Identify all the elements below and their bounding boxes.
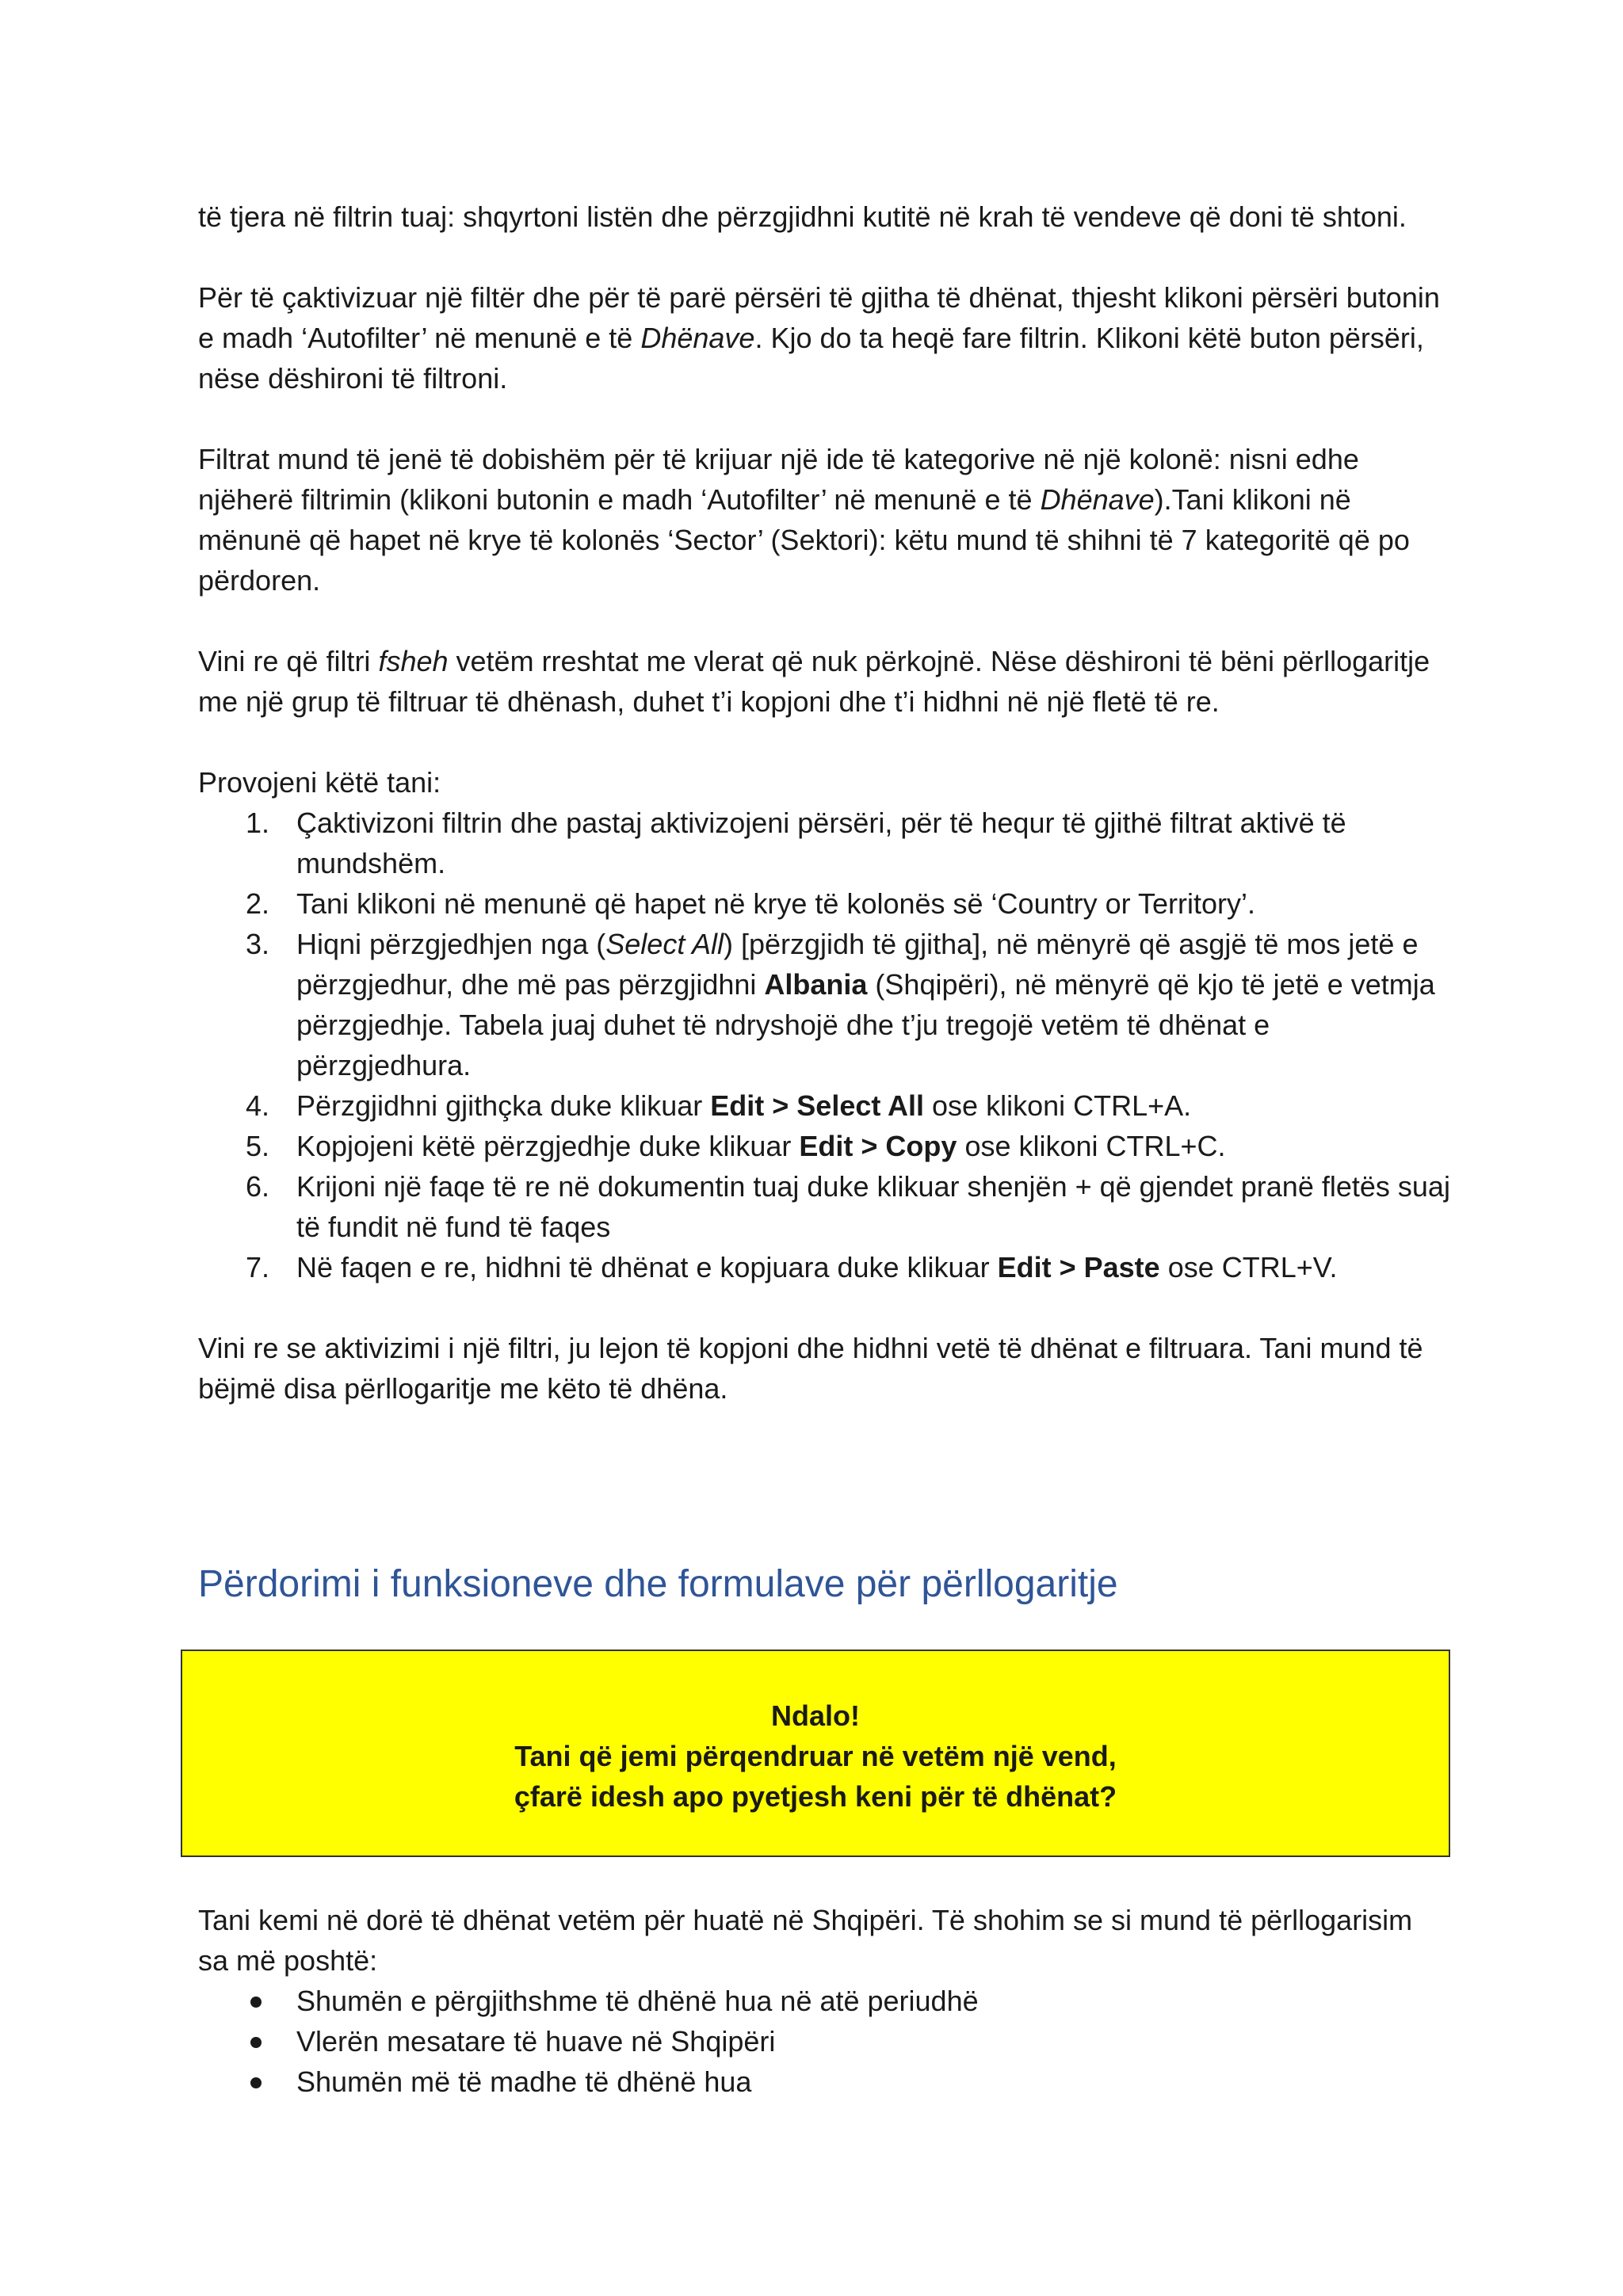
paragraph-filter-categories: Filtrat mund të jenë të dobishëm për të krijuar një ide të kategorive në një kolonë: nisni edhe njëherë filtrimin (klikoni butonin e madh ‘Autofilter’ në menunë e të Dhënave).Tani klikoni në mënunë që hapet në krye të kolonës ‘Sector’ (Sektori): këtu mund të shihni të 7 kategoritë që po përdoren.: [198, 443, 1410, 597]
callout-title: Ndalo!: [771, 1699, 860, 1732]
paragraph-filter-add: të tjera në filtrin tuaj: shqyrtoni listën dhe përzgjidhni kutitë në krah të vendeve që doni të shtoni.: [198, 200, 1407, 233]
list-item: Shumën e përgjithshme të dhënë hua në atë periudhë: [198, 1981, 1450, 2021]
paragraph-filter-copy-note: Vini re se aktivizimi i një filtri, ju lejon të kopjoni dhe hidhni vetë të dhënat e filtruara. Tani mund të bëjmë disa përllogaritje me këto të dhëna.: [198, 1332, 1423, 1405]
paragraph-deactivate-filter: Për të çaktivizuar një filtër dhe për të parë përsëri të gjitha të dhënat, thjesht klikoni përsëri butonin e madh ‘Autofilter’ në menunë e të Dhënave. Kjo do ta heqë fare filtrin. Klikoni këtë buton përsëri, nëse dëshironi të filtroni.: [198, 281, 1440, 395]
section-heading: Përdorimi i funksioneve dhe formulave për përllogaritje: [198, 1563, 1118, 1605]
calculations-section: [198, 1900, 1450, 2102]
callout-line: Tani që jemi përqendruar në vetëm një vend,: [514, 1740, 1117, 1772]
list-item: 2. Tani klikoni në menunë që hapet në krye të kolonës së ‘Country or Territory’.: [246, 887, 1255, 920]
steps-list: [198, 803, 1450, 1287]
bullet-icon: [250, 1997, 262, 2008]
list-item: 4. Përzgjidhni gjithçka duke klikuar Edit > Select All ose klikoni CTRL+A.: [246, 1089, 1192, 1122]
paragraph-calculations-intro: Tani kemi në dorë të dhënat vetëm për huatë në Shqipëri. Të shohim se si mund të përllogarisim sa më poshtë:: [198, 1904, 1413, 1977]
list-item: 1. Çaktivizoni filtrin dhe pastaj aktivizojeni përsëri, për të hequr të gjithë filtrat aktivë të mundshëm.: [246, 807, 1346, 879]
paragraph-filter-hides: Vini re që filtri fsheh vetëm rreshtat me vlerat që nuk përkojnë. Nëse dëshironi të bëni përllogaritje me një grup të filtruar të dhënash, duhet t’i kopjoni dhe t’i hidhni në një fletë të re.: [198, 645, 1430, 718]
callout-line: çfarë idesh apo pyetjesh keni për të dhënat?: [514, 1780, 1117, 1813]
bullet-icon: [250, 2077, 262, 2088]
list-item: Shumën më të madhe të dhënë hua: [198, 2061, 1450, 2102]
paragraph-try-now: Provojeni këtë tani:: [198, 766, 441, 799]
list-item: Vlerën mesatare të huave në Shqipëri: [198, 2021, 1450, 2061]
stop-callout-box: [181, 1650, 1450, 1857]
list-item: 3. Hiqni përzgjedhjen nga (Select All) [përzgjidh të gjitha], në mënyrë që asgjë të mos jetë e përzgjedhur, dhe më pas përzgjidhni Albania (Shqipëri), në mënyrë që kjo të jetë e vetmja përzgjedhje. Tabela juaj duhet të ndryshojë dhe t’ju tregojë vetëm të dhënat e përzgjedhura.: [246, 928, 1435, 1081]
document-body: [198, 196, 1450, 1409]
bullet-icon: [250, 2037, 262, 2048]
list-item: 6. Krijoni një faqe të re në dokumentin tuaj duke klikuar shenjën + që gjendet pranë fletës suaj të fundit në fund të faqes: [246, 1170, 1450, 1243]
list-item: 7. Në faqen e re, hidhni të dhënat e kopjuara duke klikuar Edit > Paste ose CTRL+V.: [246, 1251, 1338, 1283]
bullet-list: [198, 1981, 1450, 2102]
list-item: 5. Kopjojeni këtë përzgjedhje duke klikuar Edit > Copy ose klikoni CTRL+C.: [246, 1130, 1226, 1162]
